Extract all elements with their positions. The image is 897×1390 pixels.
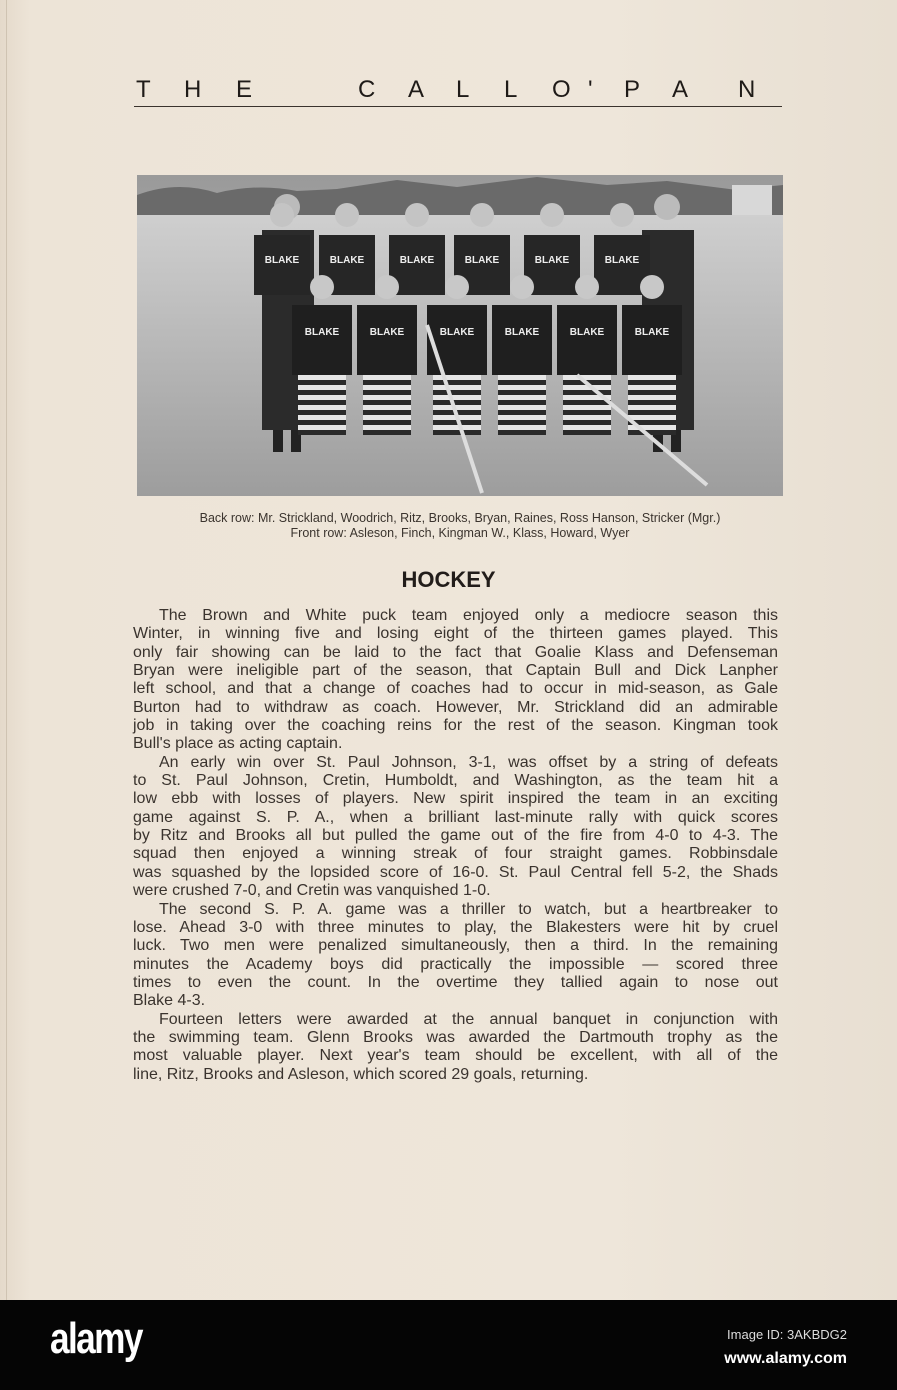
head [654,194,680,220]
text-line: only fair showing can be laid to the fact that Goalie Klass and Defenseman [133,643,778,661]
running-head-letter: N [738,76,756,103]
head [470,203,494,227]
paragraph [133,607,778,754]
text-line: most valuable player. Next year's team should be excellent, with all of the [133,1047,778,1065]
text-line: Winter, in winning five and losing eight of the thirteen games played. This [133,625,778,643]
head [610,203,634,227]
image-id: Image ID: 3AKBDG2 [727,1327,847,1342]
text-line: was squashed by the lopsided score of 16-0. St. Paul Central fell 5-2, the Shads [133,863,778,881]
head [640,275,664,299]
jersey-text: BLAKE [464,255,500,266]
text-line: times to even the count. In the overtime they tallied again to nose out [133,973,778,991]
jersey-text: BLAKE [534,255,570,266]
team-photo [137,175,783,496]
text-line: were crushed 7-0, and Cretin was vanquished 1-0. [133,882,491,900]
caption-front-row: Front row: Asleson, Finch, Kingman W., Klass, Howard, Wyer [290,526,630,540]
running-head [136,76,781,106]
text-line: by Ritz and Brooks all but pulled the game out of the fire from 4-0 to 4-3. The [133,827,778,845]
alamy-logo: alamy [50,1314,142,1363]
player-front-row [357,305,417,375]
jersey-text: BLAKE [439,327,475,338]
running-head-letter: T [136,76,151,103]
text-line: The second S. P. A. game was a thriller to watch, but a heartbreaker to [159,900,778,918]
caption-back-row: Back row: Mr. Strickland, Woodrich, Ritz, Brooks, Bryan, Raines, Ross Hanson, Stricker (Mgr.) [199,511,721,525]
paragraph [133,901,778,1011]
house [732,185,772,215]
jersey-text: BLAKE [604,255,640,266]
text-line: the swimming team. Glenn Brooks was awarded the Dartmouth trophy as the [133,1028,778,1046]
player-front-row [492,305,552,375]
text-line: minutes the Academy boys did practically the impossible — scored three [133,955,778,973]
running-head-letter: A [672,76,689,103]
jersey-text: BLAKE [369,327,405,338]
jersey-text: BLAKE [304,327,340,338]
text-line: An early win over St. Paul Johnson, 3-1, was offset by a string of defeats [159,753,778,771]
text-line: Fourteen letters were awarded at the annual banquet in conjunction with [159,1010,778,1028]
text-line: Blake 4-3. [133,992,206,1010]
jersey-text: BLAKE [569,327,605,338]
text-line: game against S. P. A., when a brilliant last-minute rally with quick scores [133,808,778,826]
text-line: line, Ritz, Brooks and Asleson, which scored 29 goals, returning. [133,1065,589,1083]
jersey-text: BLAKE [329,255,365,266]
running-head-letter: ' [588,76,593,103]
text-line: left school, and that a change of coaches had to occur in mid-season, as Gale [133,680,778,698]
running-head-letter: L [456,76,470,103]
player-front-row [622,305,682,375]
head [510,275,534,299]
running-head-letter: L [504,76,518,103]
paragraph [133,754,778,901]
text-line: Bryan were ineligible part of the season, that Captain Bull and Dick Lanpher [133,662,778,680]
running-head-letter: C [358,76,376,103]
text-line: to St. Paul Johnson, Cretin, Humboldt, and Washington, as the team hit a [133,772,778,790]
jersey-text: BLAKE [634,327,670,338]
article-title: HOCKEY [401,567,496,592]
site-url[interactable]: www.alamy.com [724,1350,847,1367]
running-head-letter: H [184,76,202,103]
running-head-letter: O [552,76,571,103]
head [445,275,469,299]
text-line: Bull's place as acting captain. [133,735,343,753]
running-head-letter: P [624,76,641,103]
jersey-text: BLAKE [504,327,540,338]
watermark-banner [0,1300,897,1390]
head [335,203,359,227]
paragraph [133,1011,778,1084]
running-head-letter: E [236,76,253,103]
head [575,275,599,299]
player-front-row [427,305,487,375]
head [540,203,564,227]
head [375,275,399,299]
jersey-text: BLAKE [399,255,435,266]
text-line: The Brown and White puck team enjoyed only a mediocre season this [159,607,778,624]
head [310,275,334,299]
text-line: job in taking over the coaching reins for the rest of the season. Kingman took [133,717,778,735]
jersey-text: BLAKE [264,255,300,266]
text-line: squad then enjoyed a winning streak of four straight games. Robbinsdale [133,845,778,863]
page-edge [6,0,7,1300]
text-line: lose. Ahead 3-0 with three minutes to play, the Blakesters were hit by cruel [133,918,778,936]
article-body [133,607,778,1084]
player-front-row [557,305,617,375]
text-line: low ebb with losses of players. New spirit inspired the team in an exciting [133,790,778,808]
head [405,203,429,227]
text-line: luck. Two men were penalized simultaneously, then a third. In the remaining [133,937,778,955]
head [270,203,294,227]
player-front-row [292,305,352,375]
text-line: Burton had to withdraw as coach. However, Mr. Strickland did an admirable [133,698,778,716]
running-head-letter: A [408,76,425,103]
header-rule [134,106,782,107]
